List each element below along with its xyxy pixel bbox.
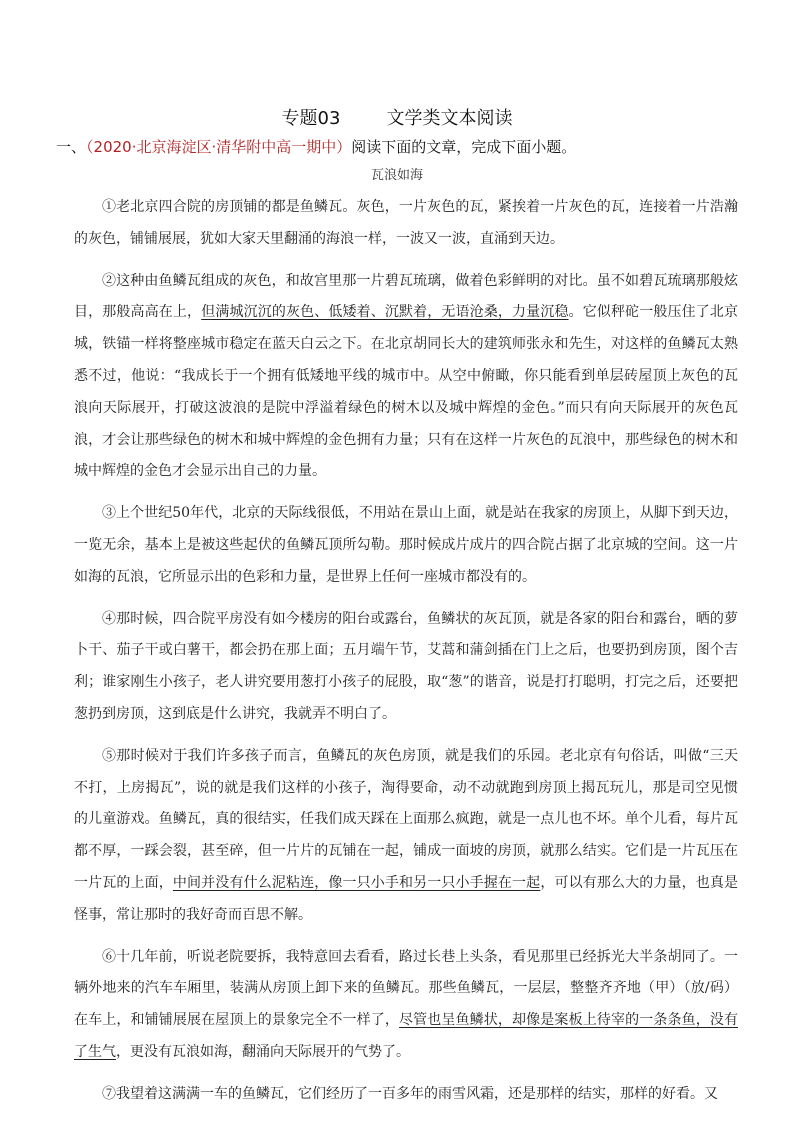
topic-title: 文学类文本阅读 — [386, 108, 513, 129]
paragraph-5 — [74, 741, 738, 932]
paragraph-3 — [74, 498, 738, 593]
paragraph-text: 。它似秤砣一般压住了北京城，铁锚一样将整座城市稳定在蓝天白云之下。在北京胡同长大的建筑师张永和先生，对这样的鱼鳞瓦太熟悉不过，他说：“我成长于一个拥有低矮地平线的城市中。从空中俯瞰，你只能看到单层砖屋顶上灰色的瓦浪向天际展开，打破这波浪的是院中浮溢着绿色的树木以及城中辉煌的金色。”而只有向天际展开的灰色瓦浪，才会让那些绿色的树木和城中辉煌的金色拥有力量；只有在这样一片灰色的瓦浪中，那些绿色的树木和城中辉煌的金色才会显示出自己的力量。 — [74, 304, 739, 480]
paragraph-4 — [74, 604, 738, 731]
section-number: 一、 — [56, 138, 87, 156]
section-instruction: 阅读下面的文章，完成下面小题。 — [351, 138, 577, 156]
paragraph-2 — [74, 266, 738, 489]
paragraph-text: ①老北京四合院的房顶铺的都是鱼鳞瓦。灰色，一片灰色的瓦，紧挨着一片灰色的瓦，连接着一片浩瀚的灰色，铺铺展展，犹如大家天里翻涌的海浪一样，一波又一波，直涌到天边。 — [74, 199, 738, 247]
underlined-sentence: 尽管也呈鱼鳞状，却像是案板上待宰的一条条鱼，没有了生气 — [74, 1012, 738, 1060]
paragraph-text: ⑦我望着这满满一车的鱼鳞瓦，它们经历了一百多年的雨雪风霜，还是那样的结实，那样的好看。又 — [102, 1085, 718, 1102]
paragraph-6 — [74, 942, 738, 1069]
question-source: 2020·北京海淀区·清华附中高一期中 — [93, 138, 337, 156]
essay-body — [74, 192, 738, 1121]
paragraph-text: ②这种由鱼鳞瓦组成的灰色，和故宫里那一片碧瓦琉璃，做着色彩鲜明的对比。虽不如碧瓦琉璃那般炫目，那般高高在上， — [74, 272, 738, 321]
document-title — [0, 104, 794, 130]
paragraph-text: ，更没有瓦浪如海，翻涌向天际展开的气势了。 — [116, 1043, 410, 1060]
paragraph-1 — [74, 192, 738, 256]
paragraph-text: ⑥十几年前，听说老院要拆，我特意回去看看，路过长巷上头条，看见那里已经拆光大半条胡同了。一辆外地来的汽车车厢里，装满从房顶上卸下来的鱼鳞瓦。那些鱼鳞瓦，一层层，整整齐齐地（甲）（放/码）在车上，和铺铺展展在屋顶上的景象完全不一样了， — [74, 948, 738, 1029]
source-close-paren: ） — [336, 138, 352, 156]
paragraph-7 — [74, 1079, 738, 1111]
underlined-sentence: 但满城沉沉的灰色、低矮着、沉默着，无语沧桑，力量沉稳 — [201, 304, 569, 321]
paragraph-text: ⑤那时候对于我们许多孩子而言，鱼鳞瓦的灰色房顶，就是我们的乐园。老北京有句俗话，叫做“三天不打，上房揭瓦”，说的就是我们这样的小孩子，淘得要命，动不动就跑到房顶上揭瓦玩儿，那是司空见惯的儿童游戏。鱼鳞瓦，真的很结实，任我们成天踩在上面那么疯跑，就是一点儿也不坏。单个儿看，每片瓦都不厚，一踩会裂，甚至碎，但一片片的瓦铺在一起，铺成一面坡的房顶，就那么结实。它们是一片瓦压在一片瓦的上面， — [74, 747, 738, 891]
section-heading — [56, 136, 756, 157]
topic-number: 专题03 — [281, 108, 341, 129]
underlined-sentence: 中间并没有什么泥粘连，像一只小手和另一只小手握在一起 — [172, 874, 541, 891]
source-open-paren: （ — [86, 138, 94, 156]
paragraph-text: ③上个世纪50年代，北京的天际线很低，不用站在景山上面，就是站在我家的房顶上，从脚下到天边，一览无余，基本上是被这些起伏的鱼鳞瓦顶所勾勒。那时候成片成片的四合院占据了北京城的空间。这一片如海的瓦浪，它所显示出的色彩和力量，是世界上任何一座城市都没有的。 — [74, 505, 738, 585]
essay-title: 瓦浪如海 — [370, 168, 423, 183]
paragraph-text: ，可以有那么大的力量，也真是怪事，常让那时的我好奇而百思不解。 — [74, 874, 739, 923]
paragraph-text: ④那时候，四合院平房没有如今楼房的阳台或露台，鱼鳞状的灰瓦顶，就是各家的阳台和露台，晒的萝卜干、茄子干或白薯干，都会扔在那上面；五月端午节，艾蒿和蒲剑插在门上之后，也要扔到房顶，图个吉利；谁家刚生小孩子，老人讲究要用葱打小孩子的屁股，取“葱”的谐音，说是打打聪明，打完之后，还要把葱扔到房顶，这到底是什么讲究，我就弄不明白了。 — [74, 610, 738, 722]
